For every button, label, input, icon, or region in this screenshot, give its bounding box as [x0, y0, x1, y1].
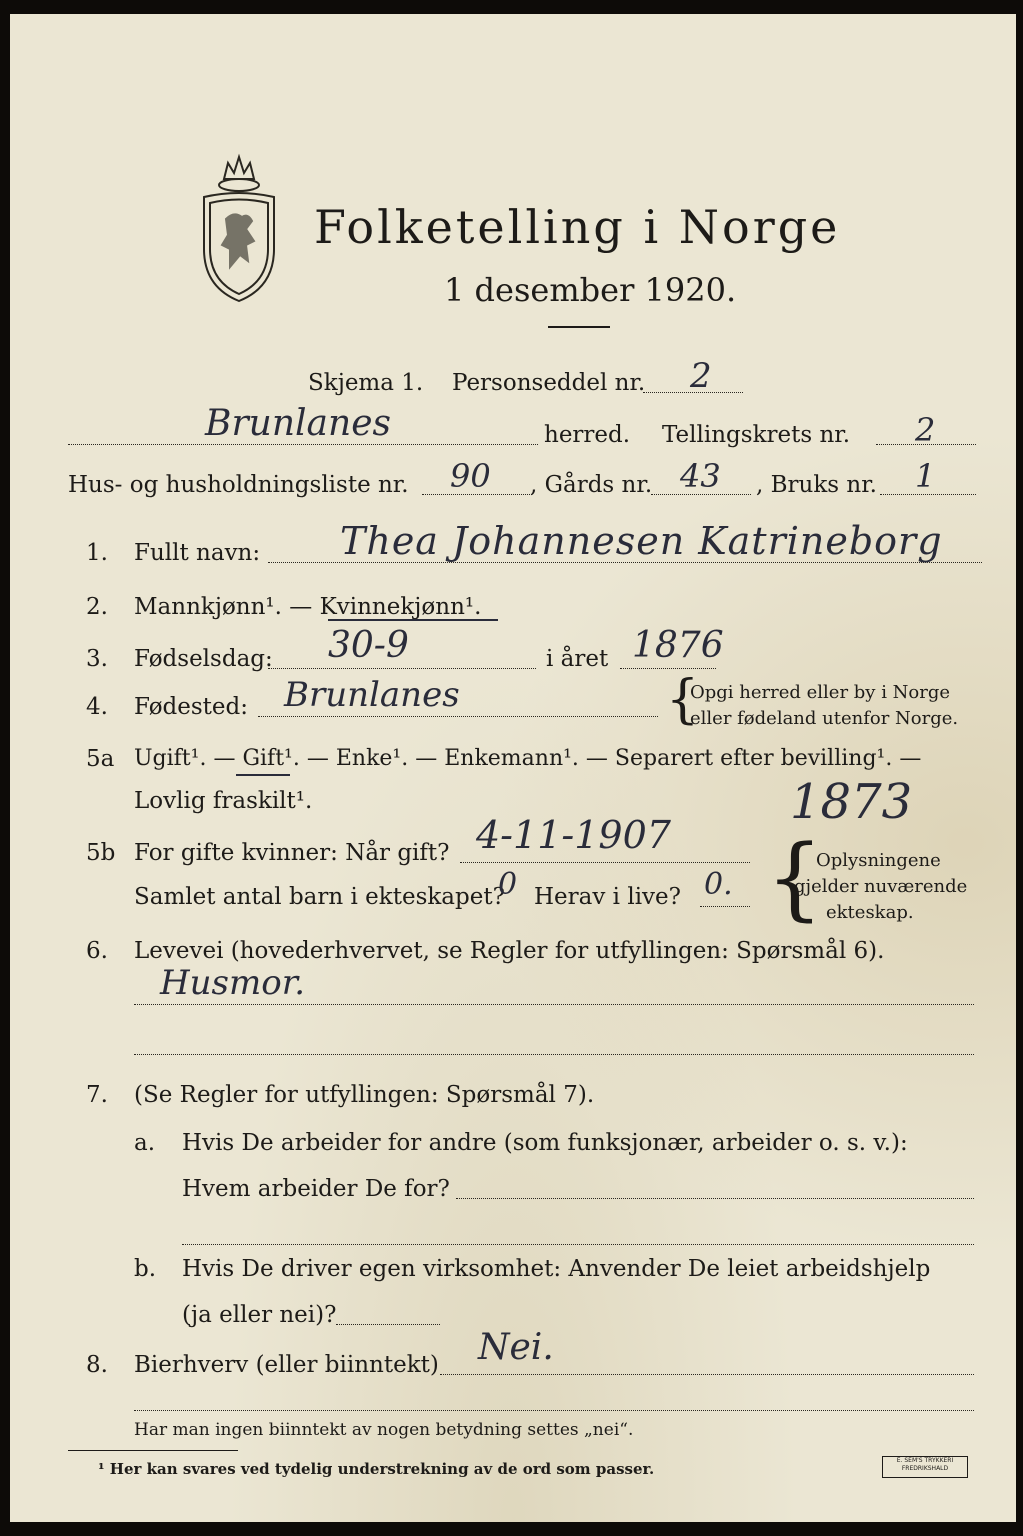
q1-number: 1.: [86, 540, 108, 566]
q2-underline: [328, 619, 498, 621]
personseddel-value: 2: [690, 356, 712, 396]
q3-year-line: [620, 668, 716, 669]
q4-line: [258, 716, 658, 717]
footnote-rule: [68, 1450, 238, 1451]
q7b-sub-label: (ja eller nei)?: [182, 1302, 337, 1328]
q4-value: Brunlanes: [284, 675, 460, 715]
q4-note-line2: eller fødeland utenfor Norge.: [690, 708, 959, 729]
q4-number: 4.: [86, 694, 108, 720]
q3-year-label: i året: [546, 646, 609, 672]
q5b-children-value: 0: [498, 867, 518, 902]
coat-of-arms-icon: [196, 149, 282, 309]
q5b-alive-value: 0.: [704, 867, 733, 902]
q5b-label: For gifte kvinner: Når gift?: [134, 840, 450, 866]
q5b-note-line1: Oplysningene: [816, 850, 941, 871]
q7b-line: [336, 1324, 440, 1325]
q5b-note-line3: ekteskap.: [826, 902, 914, 923]
herred-label: herred.: [544, 422, 631, 448]
q8-label: Bierhverv (eller biinntekt): [134, 1352, 439, 1378]
q1-label: Fullt navn:: [134, 540, 261, 566]
q3-year-value: 1876: [632, 625, 724, 666]
q7a-line2: [182, 1244, 974, 1245]
q3-label: Fødselsdag:: [134, 646, 273, 672]
tellingskrets-label: Tellingskrets nr.: [662, 422, 851, 448]
q5b-alive-label: Herav i live?: [534, 884, 681, 910]
q3-line: [268, 668, 536, 669]
q1-value: Thea Johannesen Katrineborg: [340, 519, 943, 563]
footer-note: Har man ingen biinntekt av nogen betydning settes „nei“.: [134, 1420, 634, 1440]
q5b-children-label: Samlet antal barn i ekteskapet?: [134, 884, 505, 910]
form-date: 1 desember 1920.: [444, 271, 737, 309]
q4-brace: {: [666, 670, 700, 730]
q5a-margin-note: 1873: [790, 774, 913, 830]
q8-value: Nei.: [478, 1327, 554, 1368]
form-title: Folketelling i Norge: [314, 200, 841, 254]
q6-label: Levevei (hovederhvervet, se Regler for utfyllingen: Spørsmål 6).: [134, 938, 885, 964]
footnote: ¹ Her kan svares ved tydelig understrekning av de ord som passer.: [98, 1460, 655, 1478]
q6-number: 6.: [86, 938, 108, 964]
q3-value: 30-9: [328, 625, 409, 666]
q5b-alive-line: [700, 906, 750, 907]
q8-number: 8.: [86, 1352, 108, 1378]
q7b-number: b.: [134, 1256, 157, 1282]
bruks-value: 1: [915, 457, 936, 495]
q5b-number: 5b: [86, 840, 116, 866]
q5b-line: [460, 862, 750, 863]
q8-line2: [134, 1410, 974, 1411]
husliste-label: Hus- og husholdningsliste nr.: [68, 472, 409, 498]
q4-label: Fødested:: [134, 694, 249, 720]
q5a-underline: [236, 774, 290, 776]
q5b-value: 4-11-1907: [476, 813, 671, 857]
q6-line1: [134, 1004, 974, 1005]
tellingskrets-value: 2: [915, 411, 936, 449]
q7a-label: Hvis De arbeider for andre (som funksjonær, arbeider o. s. v.):: [182, 1130, 908, 1156]
census-form: [10, 14, 1016, 1522]
q8-line: [440, 1374, 974, 1375]
q5b-brace: {: [766, 826, 824, 931]
herred-line: [68, 444, 538, 445]
q7a-sub-label: Hvem arbeider De for?: [182, 1176, 450, 1202]
husliste-value: 90: [450, 457, 491, 495]
q2-label: Mannkjønn¹. — Kvinnekjønn¹.: [134, 594, 482, 620]
q6-value: Husmor.: [160, 963, 306, 1003]
gards-label: , Gårds nr.: [530, 472, 653, 498]
herred-value: Brunlanes: [205, 403, 391, 444]
q5a-options: Ugift¹. — Gift¹. — Enke¹. — Enkemann¹. — Separert efter bevilling¹. —: [134, 746, 922, 771]
q2-number: 2.: [86, 594, 108, 620]
q7-label: (Se Regler for utfyllingen: Spørsmål 7).: [134, 1082, 595, 1108]
q7a-number: a.: [134, 1130, 156, 1156]
q7-number: 7.: [86, 1082, 108, 1108]
bruks-label: , Bruks nr.: [756, 472, 877, 498]
personseddel-label: Personseddel nr.: [452, 370, 646, 396]
q5a-options-line2: Lovlig fraskilt¹.: [134, 788, 313, 814]
printer-stamp: E. SEM'S TRYKKERI FREDRIKSHALD: [882, 1456, 968, 1478]
gards-value: 43: [680, 457, 721, 495]
q5a-number: 5a: [86, 746, 115, 772]
q7a-line1: [456, 1198, 974, 1199]
q6-line2: [134, 1054, 974, 1055]
q4-note-line1: Opgi herred eller by i Norge: [690, 682, 951, 703]
title-divider: [548, 326, 610, 328]
q5b-note-line2: gjelder nuværende: [794, 876, 968, 897]
q3-number: 3.: [86, 646, 108, 672]
skjema-label: Skjema 1.: [308, 370, 424, 396]
q7b-label: Hvis De driver egen virksomhet: Anvender De leiet arbeidshjelp: [182, 1256, 931, 1282]
